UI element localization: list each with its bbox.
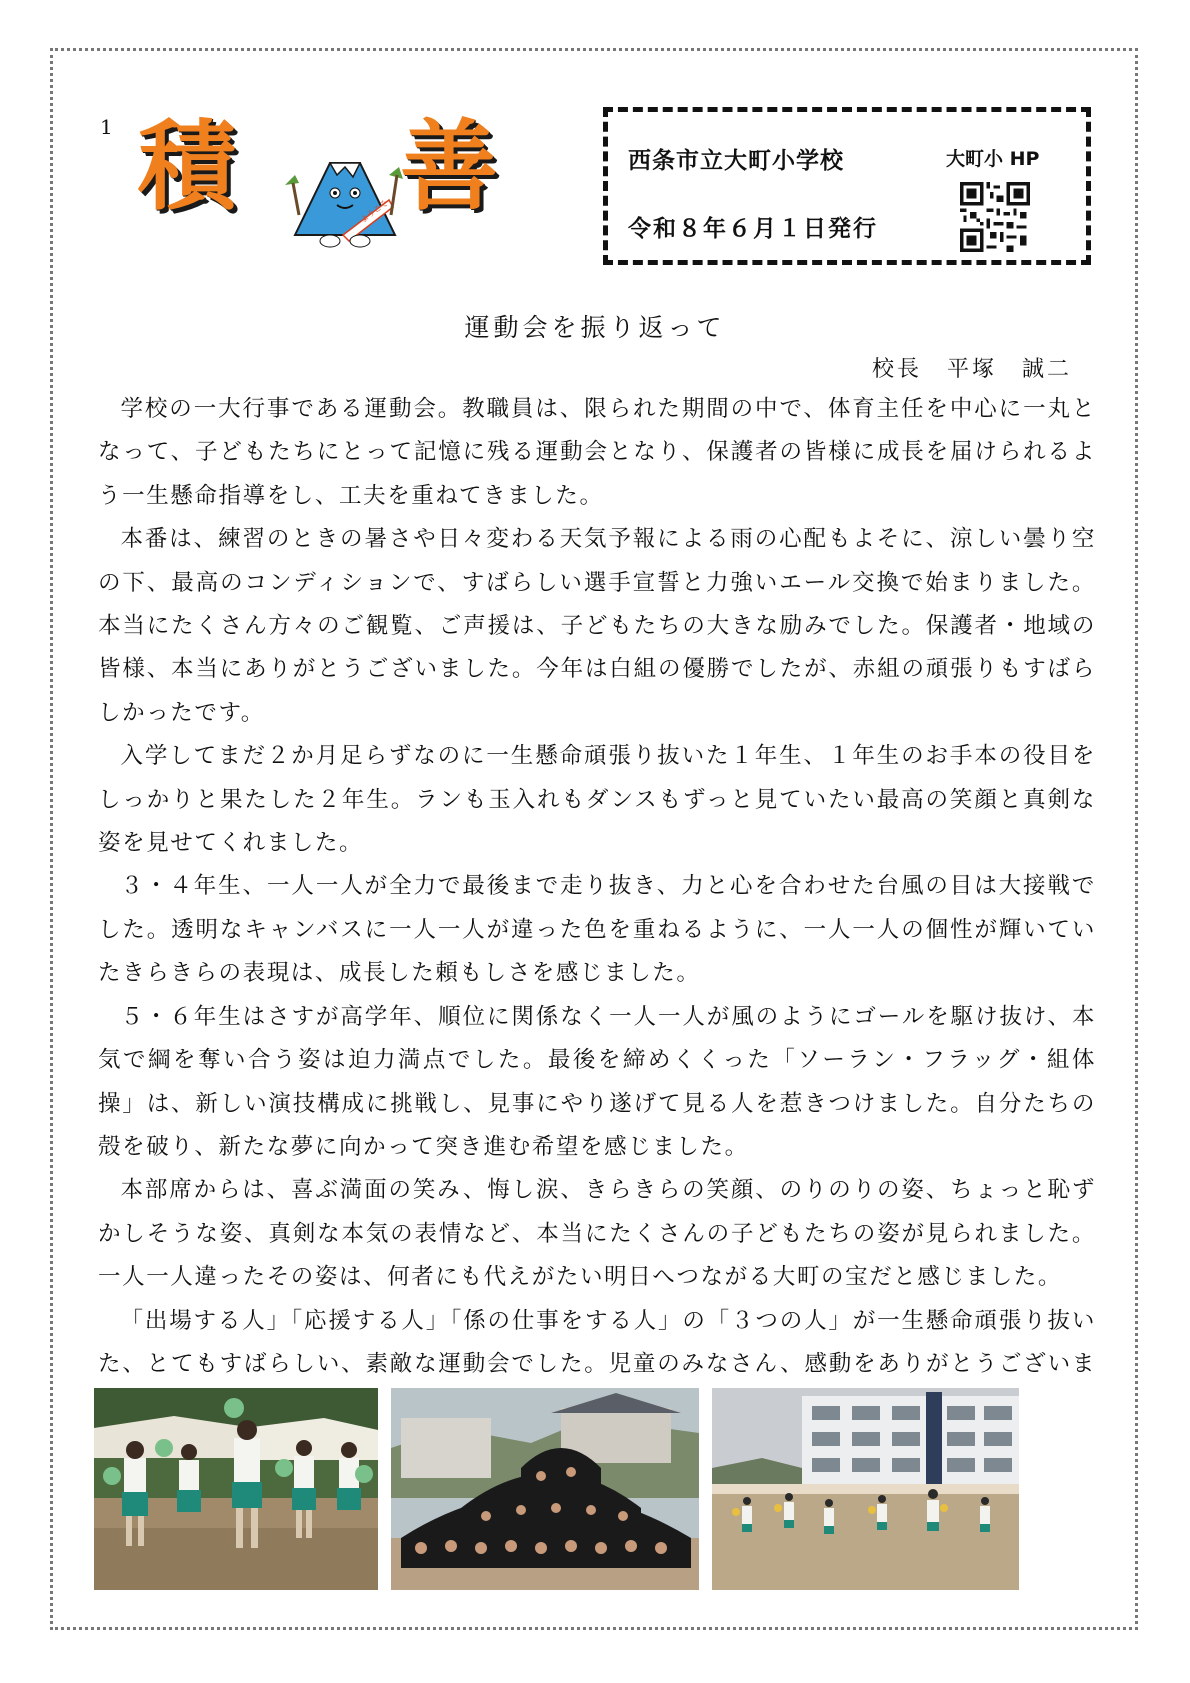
homepage-label: 大町小 HP: [946, 148, 1040, 170]
photo-field-dance: [712, 1388, 1019, 1590]
mascot-illustration: [285, 145, 405, 255]
mascot-sash-text: ようこそ: [358, 198, 390, 225]
paragraph-5: ５・６年生はさすが高学年、順位に関係なく一人一人が風のようにゴールを駆け抜け、本気で綱を奪い合う姿は迫力満点でした。最後を締めくくった「ソーラン・フラッグ・組体操」は、新しい演技構成に挑戦し、見事にやり遂げて見る人を惹きつけました。自分たちの殻を破り、新たな夢に向かって突き進む希望を感じました。: [98, 1003, 1096, 1160]
paragraph-6: 本部席からは、喜ぶ満面の笑み、悔し涙、きらきらの笑顔、のりのりの姿、ちょっと恥ずかしそうな姿、真剣な本気の表情など、本当にたくさんの子どもたちの姿が見られました。一人一人違ったその姿は、何者にも代えがたい明日へつながる大町の宝だと感じました。: [98, 1177, 1096, 1291]
page-number: 1: [100, 115, 113, 139]
paragraph-7: 「出場する人」「応援する人」「係の仕事をする人」の「３つの人」が一生懸命頑張り抜いた、とてもすばらしい、素敵な運動会でした。児童のみなさん、感動をありがとうございま: [98, 1307, 1096, 1377]
article-title: 運動会を振り返って: [464, 313, 726, 342]
article-body: [98, 388, 1096, 1430]
masthead-char-2: 善: [400, 110, 499, 224]
masthead-char-1: 積: [138, 110, 237, 224]
article-author: 校長 平塚 誠二: [871, 357, 1072, 382]
paragraph-1: 学校の一大行事である運動会。教職員は、限られた期間の中で、体育主任を中心に一丸となって、子どもたちにとって記憶に残る運動会となり、保護者の皆様に成長を届けられるよう一生懸命指導をし、工夫を重ねてきました。: [98, 396, 1096, 509]
paragraph-3: 入学してまだ２か月足らずなのに一生懸命頑張り抜いた１年生、１年生のお手本の役目をしっかりと果たした２年生。ランも玉入れもダンスもずっと見ていたい最高の笑顔と真剣な姿を見せてくれました。: [98, 743, 1096, 857]
qr-code-icon[interactable]: [960, 182, 1030, 252]
paragraph-4: ３・４年生、一人一人が全力で最後まで走り抜き、力と心を合わせた台風の目は大接戦でした。透明なキャンバスに一人一人が違った色を重ねるように、一人一人の個性が輝いていたきらきらの表現は、成長した頼もしさを感じました。: [98, 873, 1096, 987]
photo-kumitaiso-pyramid: [391, 1388, 699, 1590]
info-box: [603, 107, 1091, 265]
paragraph-2: 本番は、練習のときの暑さや日々変わる天気予報による雨の心配もよそに、涼しい曇り空の下、最高のコンディションで、すばらしい選手宣誓と力強いエール交換で始まりました。本当にたくさん方々のご観覧、ご声援は、子どもたちの大きな励みでした。保護者・地域の皆様、本当にありがとうございました。今年は白組の優勝でしたが、赤組の頑張りもすばらしかったです。: [98, 526, 1096, 726]
school-name: 西条市立大町小学校: [628, 148, 844, 174]
issue-date: 令和８年６月１日発行: [628, 216, 878, 242]
photo-cheer-dance: [94, 1388, 378, 1590]
